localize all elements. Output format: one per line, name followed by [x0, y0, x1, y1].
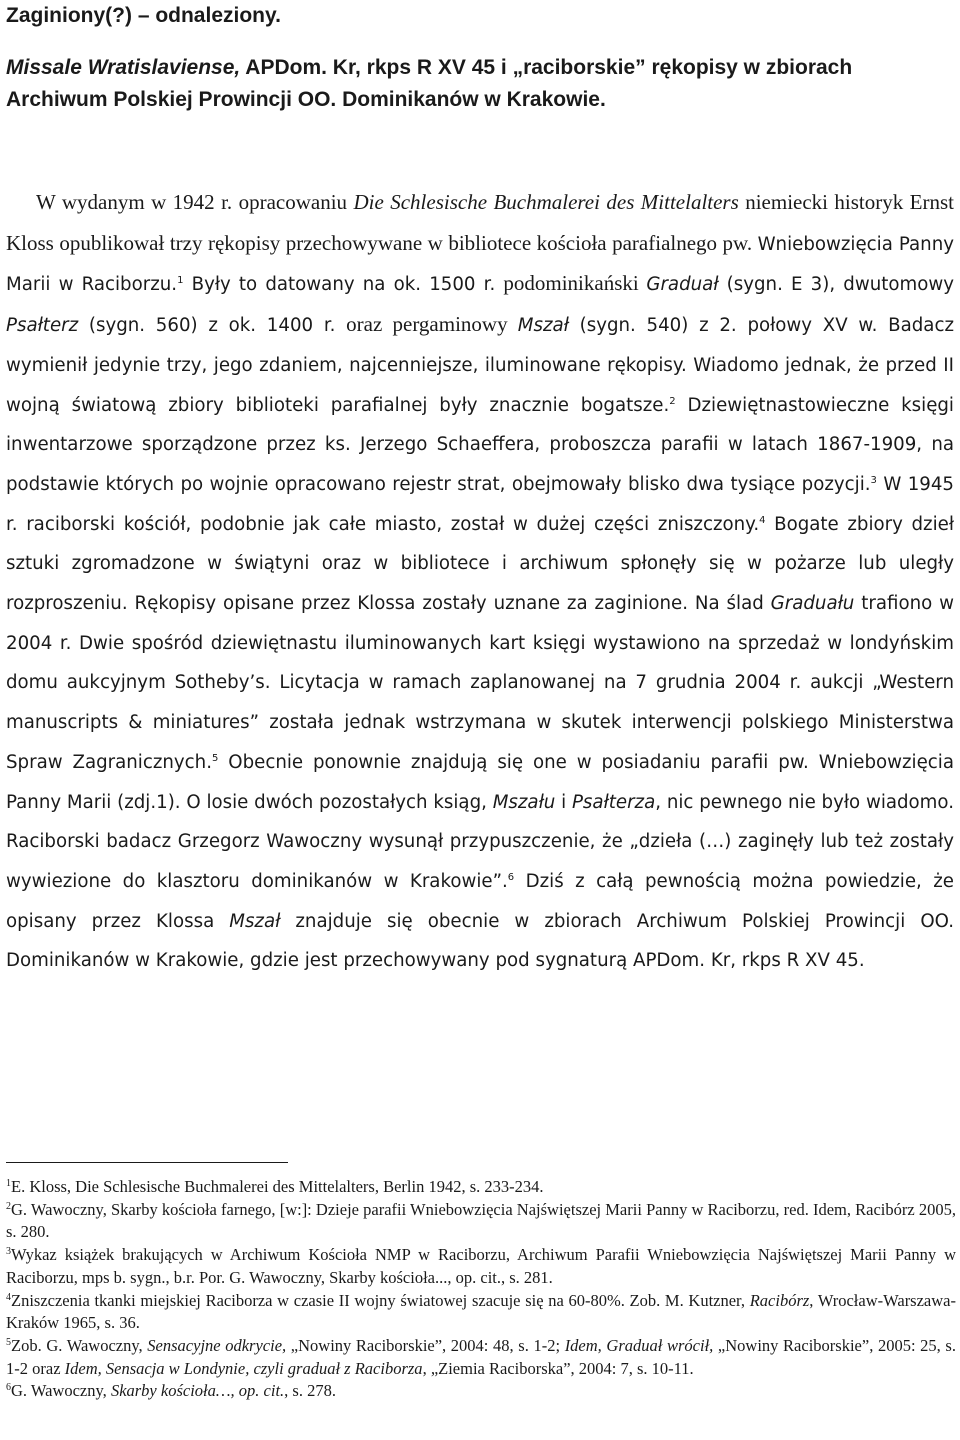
footnote-text: , „Ziemia Raciborska”, 2004: 7, s. 10-11. — [422, 1358, 694, 1378]
body-segment: Obecnie ponownie znajdują się one w posiadaniu parafii pw. Wniebowzięcia Panny Marii (zdj.1). O losie dwóch pozostałych ksiąg, — [6, 751, 954, 813]
footnote-italic: Racibórz — [749, 1290, 810, 1310]
body-segment: (sygn. 540) z 2. połowy XV w. Badacz wymienił jedynie trzy, jego zdaniem, najcenniejsze, iluminowane rękopisy. Wiadomo jednak, że przed II wojną światową zbiory biblioteki parafialnej były znacznie bogatsze. — [6, 315, 955, 416]
footnote-ref-2[interactable]: 2 — [669, 395, 676, 407]
document-status-heading: Zaginiony(?) – odnaleziony. — [6, 4, 281, 27]
source-title-rest: APDom. Kr, rkps R XV 45 i „raciborskie” rękopisy w zbiorach Archiwum Polskiej Prowincji OO. Dominikanów w Krakowie. — [6, 56, 853, 111]
footnote-number: 1 — [6, 1178, 11, 1189]
body-segment: znajduje się obecnie w zbiorach Archiwum Polskiej Prowincji OO. Dominikanów w Krakowie, gdzie jest przechowywany pod sygnaturą APDom. Kr, rkps R XV 45. — [6, 910, 954, 972]
footnote-italic: Idem, Sensacja w Londynie, czyli graduał z Raciborza — [64, 1358, 423, 1378]
footnote-ref-3[interactable]: 3 — [870, 474, 877, 486]
footnote-text: , s. 278. — [284, 1381, 336, 1401]
footnote-divider — [6, 1162, 288, 1163]
footnotes-section — [6, 1176, 956, 1403]
footnote-4 — [6, 1290, 956, 1335]
footnote-number: 5 — [6, 1336, 11, 1348]
psalter-italic: Psałterz — [6, 315, 79, 337]
footnote-number: 4 — [6, 1291, 11, 1303]
footnote-italic: Sensacyjne odkrycie, — [147, 1335, 287, 1355]
footnote-ref-6[interactable]: 6 — [507, 871, 515, 883]
body-segment: , nic pewnego nie było wiadomo. Raciborski badacz Grzegorz Wawoczny wysunął przypuszczenie, że „dzieła (…) zaginęły lub też zostały wywiezione do klasztoru dominikanów w Krakowie”. — [6, 791, 954, 892]
footnote-1 — [6, 1176, 956, 1199]
footnote-text: G. Wawoczny, Skarby kościoła farnego, [w:]: Dzieje parafii Wniebowzięcia Najświętszej Marii Panny w Raciborzu, red. Idem, Racibórz 2005, s. 280. — [6, 1199, 956, 1242]
footnote-text: Wykaz książek brakujących w Archiwum Kościoła NMP w Raciborzu, Archiwum Parafii Wniebowzięcia Najświętszej Marii Panny w Raciborzu, mps b. sygn., b.r. Por. G. Wawoczny, Skarby kościoła..., op. cit., s. 281. — [6, 1245, 956, 1287]
body-segment: (sygn. 560) z ok. 1400 r. — [78, 315, 347, 337]
body-segment: Bogate zbiory dzieł sztuki zgromadzone w świątyni oraz w bibliotece i archiwum spłonęły się w pożarze lub uległy rozproszeniu. Rękopisy opisane przez Klossa zostały uznane za zaginione. Na ślad — [6, 513, 954, 615]
gradual-italic: Graduału — [770, 593, 855, 615]
main-paragraph — [6, 183, 954, 981]
footnote-text: G. Wawoczny, — [11, 1381, 111, 1401]
document-source-heading — [6, 52, 952, 116]
footnote-ref-4[interactable]: 4 — [759, 514, 766, 526]
body-segment: Były to datowany na ok. 1500 r. — [183, 274, 504, 296]
footnote-ref-5[interactable]: 5 — [212, 752, 219, 764]
body-segment: oraz pergaminowy — [346, 312, 518, 337]
footnote-text: „Nowiny Raciborskie”, 2005: 25, s. 1-2 oraz — [6, 1335, 956, 1378]
footnote-3 — [6, 1244, 956, 1289]
source-title-italic: Missale Wratislaviense, — [6, 56, 241, 79]
body-segment: podominikański — [503, 271, 647, 296]
body-segment: W wydanym w 1942 r. opracowaniu — [36, 190, 354, 214]
footnote-6 — [6, 1380, 956, 1403]
body-segment: (sygn. E 3), dwutomowy — [718, 274, 954, 296]
footnote-text: Zob. G. Wawoczny, — [11, 1335, 148, 1355]
body-segment: W 1945 r. raciborski kościół, podobnie jak całe miasto, został w dużej części zniszczony. — [6, 473, 954, 535]
footnote-number: 3 — [6, 1246, 11, 1258]
body-segment: niemiecki historyk Ernst Kloss opublikował trzy rękopisy przechowywane w bibliotece kościoła parafialnego pw. — [6, 190, 954, 255]
gradual-italic: Graduał — [646, 274, 719, 296]
missal-italic: Mszału — [492, 791, 556, 813]
body-segment: Dziewiętnastowieczne księgi inwentarzowe sporządzone przez ks. Jerzego Schaeffera, proboszcza parafii w latach 1867-1909, na podstawie których po wojnie opracowano rejestr strat, obejmowały blisko dwa tysiące pozycji. — [6, 394, 954, 495]
footnote-number: 6 — [6, 1382, 11, 1394]
footnote-ref-1[interactable]: 1 — [177, 275, 184, 287]
footnote-5 — [6, 1335, 956, 1380]
footnote-text: Zniszczenia tkanki miejskiej Raciborza w czasie II wojny światowej szacuje się na 60-80%. Zob. M. Kutzner, — [11, 1290, 750, 1310]
body-segment: i — [555, 791, 572, 813]
body-segment: trafiono w 2004 r. Dwie spośród dziewiętnastu iluminowanych kart księgi wystawiono na sprzedaż w londyńskim domu aukcyjnym Sotheby’s. Licytacja w ramach zaplanowanej na 7 grudnia 2004 r. aukcji „Western manuscripts & miniatures” została jednak wstrzymana w skutek interwencji polskiego Ministerstwa Spraw Zagranicznych. — [6, 593, 954, 773]
missal-italic: Mszał — [229, 910, 281, 932]
footnote-2 — [6, 1199, 956, 1244]
footnote-italic: Skarby kościoła…, op. cit. — [110, 1381, 285, 1401]
book-title-italic: Die Schlesische Buchmalerei des Mittelalters — [353, 190, 739, 214]
footnote-italic: Idem, Graduał wrócił, — [564, 1335, 714, 1355]
body-segment: Wniebowzięcia Panny Marii w Raciborzu. — [6, 233, 954, 296]
body-segment: Dziś z całą pewnością można powiedzie, że opisany przez Klossa — [6, 870, 954, 932]
footnote-number: 2 — [6, 1200, 11, 1212]
footnote-text: „Nowiny Raciborskie”, 2004: 48, s. 1-2; — [286, 1335, 565, 1355]
missal-italic: Mszał — [517, 315, 569, 337]
footnote-text: , Wrocław-Warszawa-Kraków 1965, s. 36. — [6, 1290, 956, 1333]
psalter-italic: Psałterza — [571, 791, 656, 813]
footnote-text: E. Kloss, Die Schlesische Buchmalerei des Mittelalters, Berlin 1942, s. 233-234. — [11, 1177, 544, 1196]
